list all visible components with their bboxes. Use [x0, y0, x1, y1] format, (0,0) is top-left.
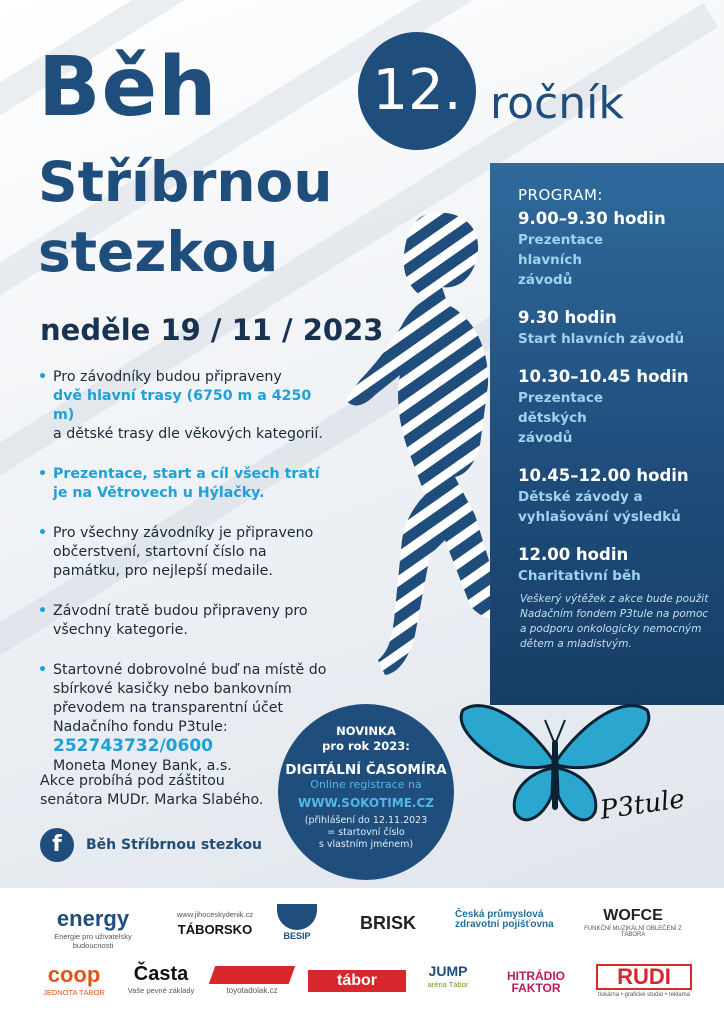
edition-badge: 12. [358, 32, 476, 150]
bullet-text: Závodní tratě budou připraveny pro všechny kategorie. [53, 603, 308, 638]
bank-account: 252743732/0600 [53, 736, 213, 756]
sponsor-name: Časta [133, 963, 189, 985]
program-item [518, 366, 718, 448]
sponsor-logo [272, 904, 322, 941]
sponsor-name: BESIP [283, 931, 311, 941]
sponsor-name: toyotadolak.cz [226, 986, 278, 995]
program-desc: Dětské závody a vyhlašování výsledků [518, 489, 681, 525]
sponsor-name: tábor [308, 970, 406, 992]
sponsor-logo [338, 914, 438, 932]
list-item [38, 524, 328, 581]
bullet-text: a dětské trasy dle věkových kategorií. [53, 426, 323, 442]
patron-label: Akce probíhá pod záštitou senátora MUDr. Marka Slabého. [40, 773, 264, 808]
bullet-icon: • [38, 662, 48, 678]
sponsor-name: Česká průmyslová zdravotní pojišťovna [455, 909, 554, 930]
bullet-icon: • [38, 525, 48, 541]
patron-text [40, 772, 270, 810]
novinka-label [278, 724, 454, 754]
fine-line-1: (přihlášení do 12.11.2023 [304, 815, 428, 826]
sponsor-bar [0, 888, 724, 1024]
novinka-sub: Online registrace na [310, 778, 422, 791]
novinka-badge [278, 704, 454, 880]
sponsor-name: TÁBORSKO [177, 922, 253, 937]
artist-signature: P3tule [598, 784, 687, 826]
sponsor-logo [38, 964, 110, 997]
program-desc: Prezentace hlavních závodů [518, 232, 604, 288]
sponsor-name: RUDI [596, 964, 692, 990]
novinka-fine-print [278, 815, 454, 851]
registration-link[interactable]: WWW.SOKOTIME.CZ [298, 796, 434, 810]
edition-label: ročník [490, 78, 624, 129]
sponsor-logo [38, 908, 148, 950]
bank-name: Moneta Money Bank, a.s. [53, 758, 232, 774]
sponsor-sub: JEDNOTA TÁBOR [43, 988, 105, 997]
program-item [518, 465, 718, 527]
program-item [518, 307, 718, 349]
program-heading: PROGRAM: [518, 186, 603, 204]
sponsor-logo [418, 964, 478, 989]
sponsor-logo [578, 908, 688, 938]
bullet-icon: • [38, 369, 48, 385]
event-date: neděle 19 / 11 / 2023 [40, 313, 384, 347]
novinka-line-2: pro rok 2023: [322, 739, 410, 753]
bullet-text: Startovné dobrovolné buď na místě do sbírkové kasičky nebo bankovním převodem na transparentní účet Nadačního fondu P3tule: [53, 662, 327, 735]
sponsor-logo [308, 970, 406, 992]
program-time: 9.30 hodin [518, 308, 617, 327]
sponsor-name: energy [56, 906, 130, 931]
sponsor-sub: FUNKČNÍ MUZIKÁLNÍ OBLEČENÍ Z TÁBORA [584, 926, 682, 938]
sponsor-logo [122, 964, 200, 995]
bullet-highlight: Prezentace, start a cíl všech tratí je na Větrovech u Hýlačky. [53, 466, 320, 501]
novinka-headline: DIGITÁLNÍ ČASOMÍRA [285, 762, 447, 778]
fine-line-3: s vlastním jménem) [318, 839, 414, 850]
program-time: 9.00–9.30 hodin [518, 209, 666, 228]
sponsor-logo [455, 910, 565, 930]
besip-shield-icon [277, 904, 317, 930]
program-item [518, 208, 718, 290]
sponsor-logo [488, 970, 584, 994]
bullet-text: Pro všechny závodníky je připraveno občerstvení, startovní číslo na památku, pro nejlepší medaile. [53, 525, 314, 579]
charity-note: Veškerý výtěžek z akce bude použit Nadačním fondem P3tule na pomoc a podporu onkologicky nemocným dětem a mladistvým. [520, 593, 709, 650]
toyota-stripe-icon [209, 966, 296, 984]
novinka-line-1: NOVINKA [336, 724, 396, 738]
sponsor-sub: www.jihoceskydenik.cz [176, 910, 254, 919]
title-line-1: Běh [38, 40, 218, 135]
title-line-2: Stříbrnou [38, 150, 333, 214]
list-item [38, 368, 328, 444]
sponsor-logo [212, 966, 292, 995]
program-time: 10.30–10.45 hodin [518, 367, 689, 386]
sponsor-sub: tiskárna • grafické studio • reklama [598, 992, 690, 998]
sponsor-name: WOFCE [603, 907, 663, 924]
bullet-icon: • [38, 466, 48, 482]
facebook-label: Běh Stříbrnou stezkou [86, 837, 263, 853]
bullet-icon: • [38, 603, 48, 619]
program-time: 10.45–12.00 hodin [518, 466, 689, 485]
sponsor-name: HITRÁDIO FAKTOR [507, 969, 565, 995]
sponsor-logo [165, 908, 265, 936]
sponsor-sub: aréna Tábor [427, 980, 469, 989]
program-desc: Prezentace dětských závodů [518, 390, 604, 446]
list-item [38, 465, 328, 503]
sponsor-name: coop [47, 962, 101, 987]
bullet-text: Pro závodníky budou připraveny [53, 369, 282, 385]
program [518, 186, 718, 603]
facebook-icon: f [40, 828, 74, 862]
bullet-highlight: dvě hlavní trasy (6750 m a 4250 m) [53, 388, 312, 423]
title-line-3: stezkou [38, 220, 279, 284]
sponsor-sub: Energie pro uživatelsky budoucnosti [54, 932, 132, 950]
sponsor-logo [596, 964, 692, 998]
program-time: 12.00 hodin [518, 545, 629, 564]
list-item [38, 602, 328, 640]
program-desc: Start hlavních závodů [518, 331, 685, 347]
sponsor-sub: Vaše pevné základy [127, 986, 195, 995]
sponsor-name: BRISK [359, 913, 416, 933]
sponsor-name: JUMP [428, 963, 468, 979]
program-item [518, 544, 718, 586]
fine-line-2: = startovní číslo [327, 827, 405, 838]
program-desc: Charitativní běh [518, 568, 641, 584]
facebook-link[interactable] [40, 828, 262, 862]
